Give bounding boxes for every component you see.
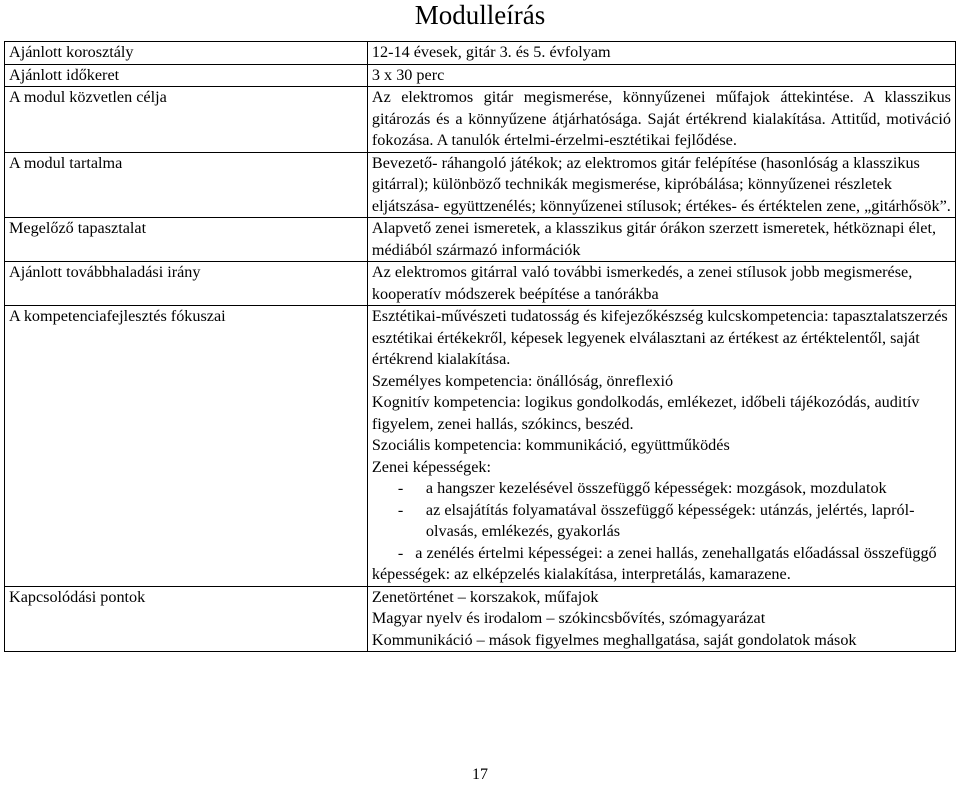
list-item-text: a zenélés értelmi képességei: a zenei hallás, zenehallgatás előadással összefüggő képességek: az elképzelés kialakítása, interpretálás, kamarazene. bbox=[371, 543, 937, 583]
table-row bbox=[5, 262, 956, 306]
row-value: 12-14 évesek, gitár 3. és 5. évfolyam bbox=[367, 42, 955, 65]
connection-line: Kommunikáció – mások figyelmes meghallgatása, saját gondolatok mások bbox=[371, 630, 857, 649]
table-row bbox=[5, 306, 956, 587]
competence-line: Zenei képességek: bbox=[371, 457, 492, 476]
list-item bbox=[372, 478, 951, 500]
competence-line: Kognitív kompetencia: logikus gondolkodás, emlékezet, időbeli tájékozódás, auditív figyelem, zenei hallás, szókincs, beszéd. bbox=[371, 393, 920, 433]
list-item bbox=[372, 500, 951, 543]
list-item-text: a hangszer kezelésével összefüggő képességek: mozgások, mozdulatok bbox=[425, 479, 887, 497]
table-row bbox=[5, 218, 956, 262]
row-label: Ajánlott továbbhaladási irány bbox=[5, 262, 368, 306]
row-value: Alapvető zenei ismeretek, a klasszikus gitár órákon szerzett ismeretek, hétköznapi élet, médiából származó információk bbox=[367, 218, 955, 262]
row-label: Ajánlott korosztály bbox=[5, 42, 368, 65]
list-item-text: az elsajátítás folyamatával összefüggő képességek: utánzás, jelértés, laprólolvasás, emlékezés, gyakorlás bbox=[425, 500, 915, 540]
row-value: Az elektromos gitár megismerése, könnyűzenei műfajok áttekintése. A klasszikus gitározás és a könnyűzene átjárhatósága. Saját értékrend kialakítása. Attitűd, motiváció fokozása. A tanulók értelmi-érzelmi-esztétikai fejlődése. bbox=[367, 87, 955, 153]
competence-focus-cell bbox=[367, 306, 955, 587]
row-value: 3 x 30 perc bbox=[367, 64, 955, 87]
table-row bbox=[5, 42, 956, 65]
module-description-table bbox=[4, 41, 956, 652]
dash-bullet: - bbox=[397, 500, 404, 519]
row-value: Bevezető- ráhangoló játékok; az elektromos gitár felépítése (hasonlóság a klasszikus gitárral); különböző technikák megismerése, kipróbálása; könnyűzenei részletek eljátszása- együttzenélés; könnyűzenei stílusok; értékes- és értéktelen zene, „gitárhősök”. bbox=[367, 152, 955, 218]
page-title: Modulleírás bbox=[414, 0, 546, 30]
row-label: A kompetenciafejlesztés fókuszai bbox=[5, 306, 368, 587]
dash-bullet: - bbox=[397, 543, 404, 562]
list-item bbox=[372, 543, 951, 586]
connection-line: Zenetörténet – korszakok, műfajok bbox=[371, 587, 599, 606]
dash-bullet: - bbox=[397, 479, 404, 497]
connections-cell bbox=[367, 586, 955, 652]
row-label: Ajánlott időkeret bbox=[5, 64, 368, 87]
row-label: Megelőző tapasztalat bbox=[5, 218, 368, 262]
table-row bbox=[5, 64, 956, 87]
connection-line: Magyar nyelv és irodalom – szókincsbővítés, szómagyarázat bbox=[371, 609, 766, 627]
table-row bbox=[5, 586, 956, 652]
competence-line: Szociális kompetencia: kommunikáció, együttműködés bbox=[371, 436, 730, 454]
page-number: 17 bbox=[472, 766, 488, 783]
competence-line: Esztétikai-művészeti tudatosság és kifejezőkészség kulcskompetencia: tapasztalatszerzés esztétikai értékekről, képesek legyenek elválasztani az értékest az értéktelentől, saját értékrend kialakítása. bbox=[371, 307, 948, 368]
competence-line: Személyes kompetencia: önállóság, önreflexió bbox=[371, 371, 674, 390]
table-row bbox=[5, 87, 956, 153]
table-row bbox=[5, 152, 956, 218]
row-label: A modul közvetlen célja bbox=[5, 87, 368, 153]
row-label: Kapcsolódási pontok bbox=[5, 586, 368, 652]
row-value: Az elektromos gitárral való további ismerkedés, a zenei stílusok jobb megismerése, kooperatív módszerek beépítése a tanórákba bbox=[367, 262, 955, 306]
row-label: A modul tartalma bbox=[5, 152, 368, 218]
